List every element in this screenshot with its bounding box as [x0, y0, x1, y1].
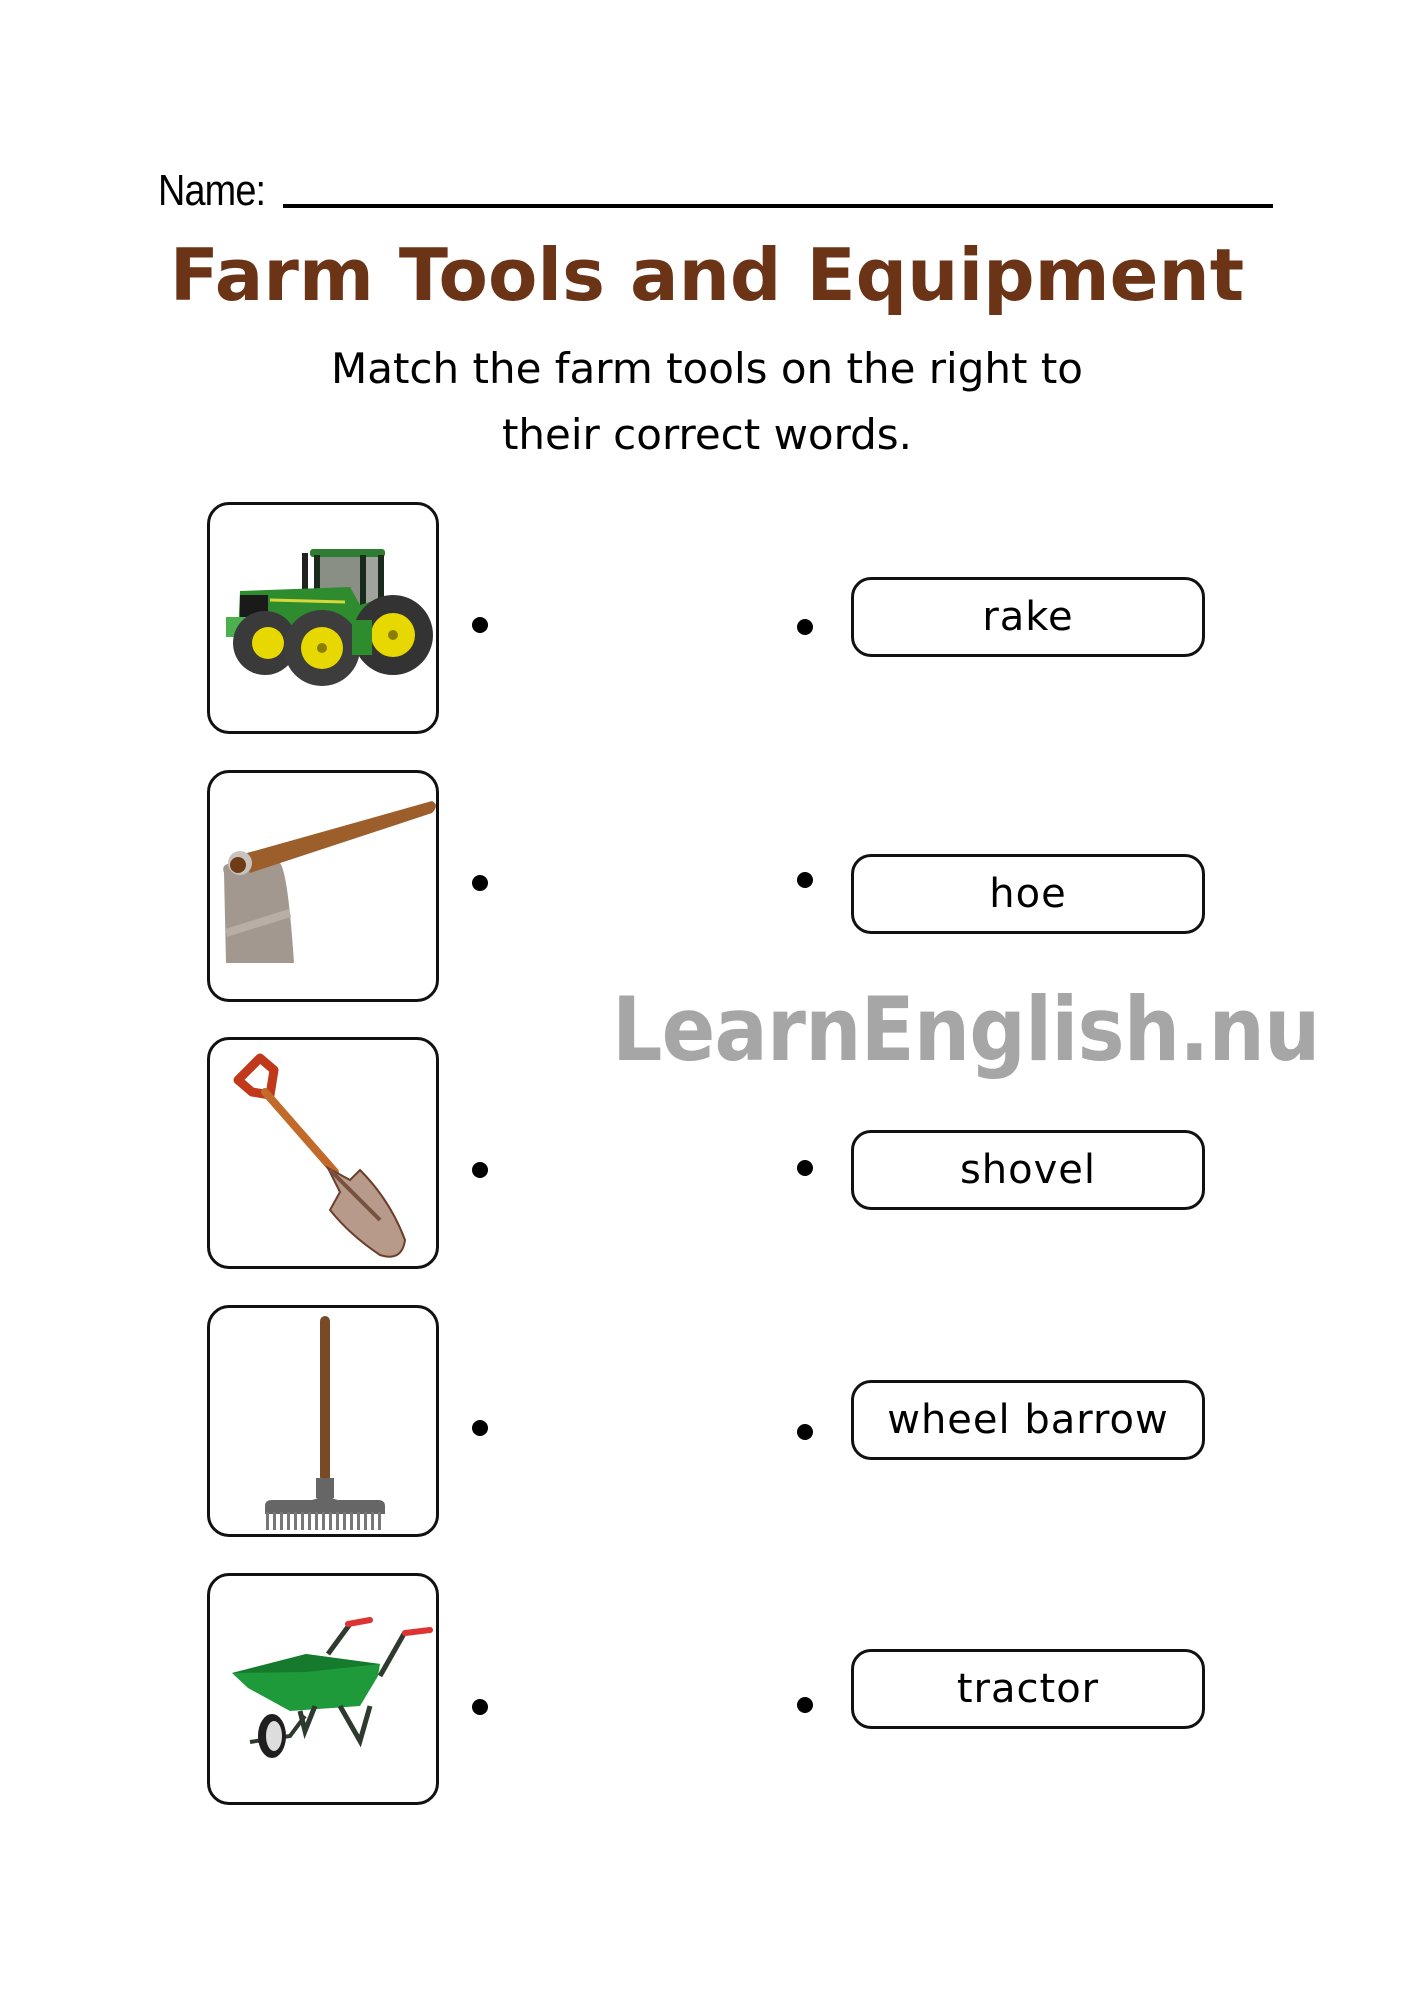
left-dot-4[interactable] — [472, 1420, 488, 1436]
word-box-tractor — [851, 1649, 1205, 1729]
word-box-hoe — [851, 854, 1205, 934]
word-box-rake — [851, 577, 1205, 657]
left-dot-5[interactable] — [472, 1699, 488, 1715]
picture-box-wheelbarrow — [207, 1573, 439, 1805]
word-label: tractor — [956, 1666, 1100, 1712]
picture-box-tractor — [207, 502, 439, 734]
left-dot-3[interactable] — [472, 1162, 488, 1178]
word-label: rake — [982, 594, 1074, 640]
rake-icon — [210, 1308, 436, 1534]
right-dot-3[interactable] — [797, 1160, 813, 1176]
shovel-icon — [210, 1040, 436, 1266]
tractor-icon — [210, 505, 436, 731]
word-label: wheel barrow — [887, 1397, 1169, 1443]
right-dot-1[interactable] — [797, 619, 813, 635]
name-label: Name: — [158, 166, 266, 215]
instructions-line-1: Match the farm tools on the right to — [330, 344, 1083, 393]
word-box-shovel — [851, 1130, 1205, 1210]
word-label: hoe — [989, 871, 1067, 917]
wheelbarrow-icon — [210, 1576, 436, 1802]
word-box-wheel-barrow — [851, 1380, 1205, 1460]
picture-box-rake — [207, 1305, 439, 1537]
instructions-line-2: their correct words. — [501, 410, 913, 459]
watermark: LearnEnglish.nu — [612, 978, 1320, 1081]
right-dot-4[interactable] — [797, 1424, 813, 1440]
name-input-line[interactable] — [283, 204, 1273, 208]
hoe-icon — [210, 773, 436, 999]
left-dot-2[interactable] — [472, 875, 488, 891]
page-title: Farm Tools and Equipment — [169, 233, 1245, 317]
picture-box-shovel — [207, 1037, 439, 1269]
right-dot-2[interactable] — [797, 872, 813, 888]
left-dot-1[interactable] — [472, 617, 488, 633]
right-dot-5[interactable] — [797, 1697, 813, 1713]
picture-box-hoe — [207, 770, 439, 1002]
word-label: shovel — [959, 1147, 1097, 1193]
